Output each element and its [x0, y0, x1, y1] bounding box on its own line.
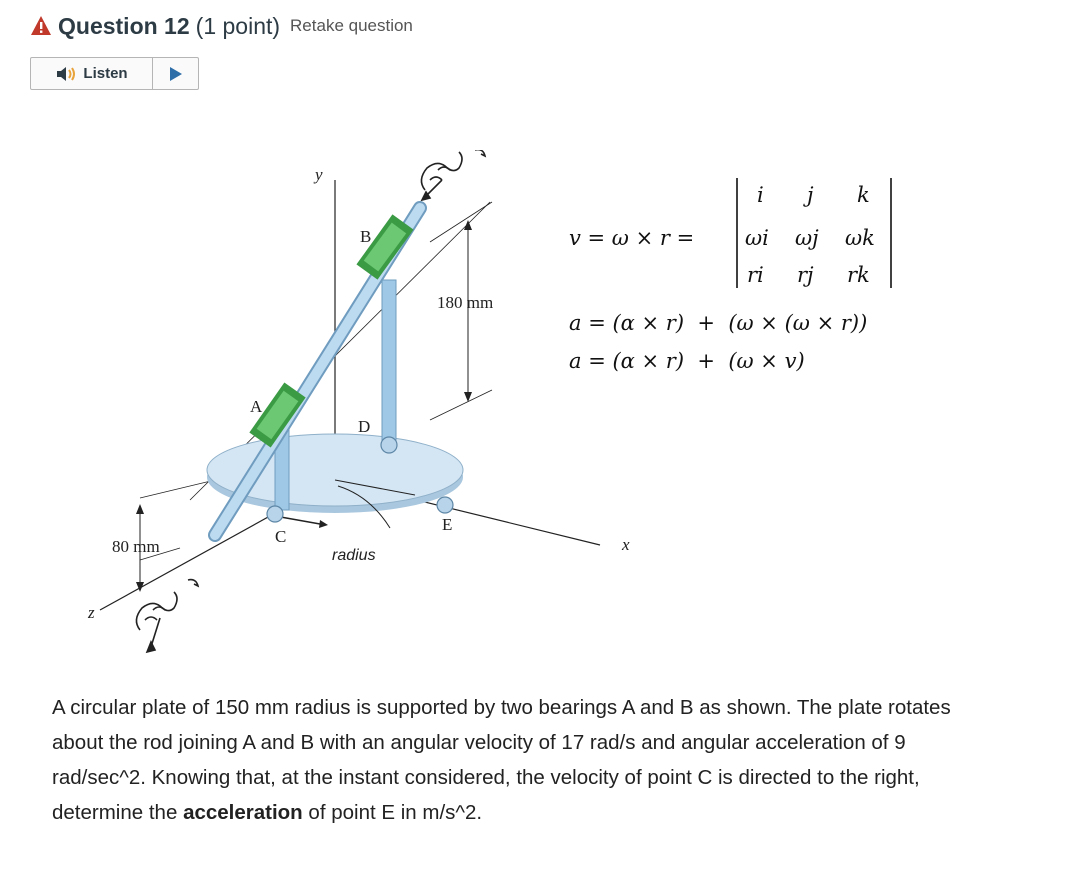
speaker-icon: [55, 66, 79, 82]
question-title: Question 12: [58, 12, 190, 39]
det-r3-c3: rk: [847, 263, 870, 287]
point-e: [437, 497, 453, 513]
det-r3-c1: ri: [747, 263, 764, 287]
play-button[interactable]: [153, 58, 198, 89]
label-radius: radius: [332, 547, 376, 564]
hand-top-icon: [421, 150, 485, 200]
warning-icon: [30, 15, 52, 37]
det-r2-c1: ωi: [745, 226, 769, 250]
det-r1-c3: k: [857, 183, 870, 207]
label-z: z: [88, 603, 95, 622]
det-r1-c1: i: [757, 183, 764, 207]
problem-text-bold: acceleration: [183, 801, 303, 824]
hand-bottom-icon: [136, 580, 198, 652]
label-e: E: [442, 515, 453, 534]
label-c: C: [275, 527, 287, 546]
label-x: x: [622, 535, 630, 554]
det-r3-c2: rj: [797, 263, 814, 287]
v-equation-lhs: v = ω × r =: [569, 226, 695, 250]
equations: [565, 170, 985, 400]
question-header: [30, 10, 413, 42]
det-r2-c2: ωj: [795, 226, 819, 250]
label-y: y: [315, 165, 323, 184]
point-c: [267, 506, 283, 522]
problem-text-2: of point E in m/s^2.: [302, 801, 483, 824]
a-equation-2: a = (α × r) + (ω × v): [569, 349, 805, 373]
problem-statement: [52, 690, 987, 830]
det-r1-c2: j: [807, 183, 814, 207]
listen-button[interactable]: [31, 58, 153, 89]
retake-question-link[interactable]: Retake question: [290, 16, 413, 35]
label-b: B: [360, 227, 372, 246]
det-r2-c3: ωk: [845, 226, 875, 250]
point-d: [381, 437, 397, 453]
listen-label: Listen: [83, 65, 128, 82]
label-d: D: [358, 417, 371, 436]
play-icon: [169, 66, 183, 82]
a-equation-1: a = (α × r) + (ω × (ω × r)): [569, 311, 868, 335]
listen-control: [30, 57, 199, 90]
label-180mm: 180 mm: [437, 293, 494, 312]
label-80mm: 80 mm: [112, 537, 160, 556]
question-points: (1 point): [195, 12, 281, 39]
problem-text-1: A circular plate of 150 mm radius is supported by two bearings A and B as shown. The plate rotates about the rod joining A and B with an angular velocity of 17 rad/s and angular acceleration of 9 rad/sec^2. Knowing that, at the instant considered, the velocity of point C is directed to the right, determine the: [52, 696, 951, 824]
label-a: A: [250, 397, 263, 416]
